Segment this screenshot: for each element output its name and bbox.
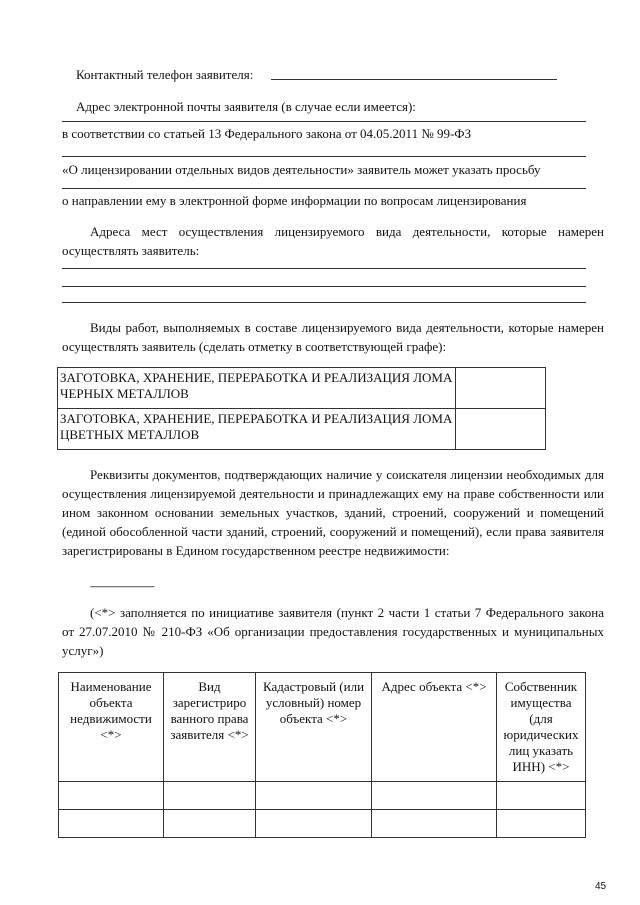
column-header: Адрес объекта <*>: [372, 673, 497, 782]
realty-table: [58, 672, 586, 838]
realty-table-header: [59, 673, 586, 782]
phone-label: Контактный телефон заявителя:: [76, 67, 254, 82]
addresses-label: Адреса мест осуществления лицензируемого вида деятельности, которые намерен осуществлять заявитель:: [62, 224, 604, 258]
work-type-row: [58, 368, 546, 409]
table-cell[interactable]: [59, 782, 164, 810]
work-type-row: [58, 409, 546, 450]
work-type-mark-cell[interactable]: [456, 409, 546, 450]
email-note-line-3: о направлении ему в электронной форме информации по вопросам лицензирования: [62, 193, 527, 208]
table-row: [59, 782, 586, 810]
column-header: Наименование объекта недвижимости <*>: [59, 673, 164, 782]
column-header: Вид зарегистриро ванного права заявителя <*>: [164, 673, 256, 782]
email-note-line-1: в соответствии со статьей 13 Федерального закона от 04.05.2011 № 99-ФЗ: [62, 126, 472, 141]
requisites-text: Реквизиты документов, подтверждающих наличие у соискателя лицензии необходимых для осуществления лицензируемой деятельности и принадлежащих ему на праве собственности или ином законном основании земельных участков, зданий, строений, сооружений и помещений (единой обособленной части зданий, строений, сооружений и помещений), если права заявителя зарегистрированы в Едином государственном реестре недвижимости:: [62, 467, 604, 558]
email-field-line-2[interactable]: [62, 156, 586, 157]
phone-field-line[interactable]: [271, 79, 557, 80]
table-cell[interactable]: [164, 810, 256, 838]
address-line-2[interactable]: [62, 286, 586, 287]
email-label: Адрес электронной почты заявителя (в случае если имеется):: [76, 99, 416, 114]
table-cell[interactable]: [256, 782, 372, 810]
footnote-separator: --------------------------------: [90, 581, 154, 591]
email-field-line[interactable]: [62, 121, 586, 122]
column-header: Собственник имущества (для юридических лиц указать ИНН) <*>: [497, 673, 586, 782]
table-cell[interactable]: [497, 810, 586, 838]
email-note-line-2: «О лицензировании отдельных видов деятельности» заявитель может указать просьбу: [62, 162, 541, 177]
table-cell[interactable]: [164, 782, 256, 810]
table-cell[interactable]: [59, 810, 164, 838]
table-cell[interactable]: [372, 782, 497, 810]
work-types-table: [57, 367, 546, 450]
work-type-mark-cell[interactable]: [456, 368, 546, 409]
email-field-line-3[interactable]: [62, 188, 586, 189]
work-type-label: ЗАГОТОВКА, ХРАНЕНИЕ, ПЕРЕРАБОТКА И РЕАЛИЗАЦИЯ ЛОМА ЧЕРНЫХ МЕТАЛЛОВ: [58, 368, 456, 409]
table-cell[interactable]: [497, 782, 586, 810]
table-row: [59, 810, 586, 838]
table-cell[interactable]: [256, 810, 372, 838]
column-header: Кадастровый (или условный) номер объекта <*>: [256, 673, 372, 782]
address-line-3[interactable]: [62, 302, 586, 303]
table-cell[interactable]: [372, 810, 497, 838]
page-number: 45: [595, 881, 607, 892]
address-line-1[interactable]: [62, 268, 586, 269]
work-type-label: ЗАГОТОВКА, ХРАНЕНИЕ, ПЕРЕРАБОТКА И РЕАЛИЗАЦИЯ ЛОМА ЦВЕТНЫХ МЕТАЛЛОВ: [58, 409, 456, 450]
footnote-text: (<*> заполняется по инициативе заявителя (пункт 2 части 1 статьи 7 Федерального закона от 27.07.2010 № 210-ФЗ «Об организации предоставления государственных и муниципальных услуг»): [62, 605, 604, 658]
work-types-intro: Виды работ, выполняемых в составе лицензируемого вида деятельности, которые намерен осуществлять заявитель (сделать отметку в соответствующей графе):: [62, 320, 604, 354]
